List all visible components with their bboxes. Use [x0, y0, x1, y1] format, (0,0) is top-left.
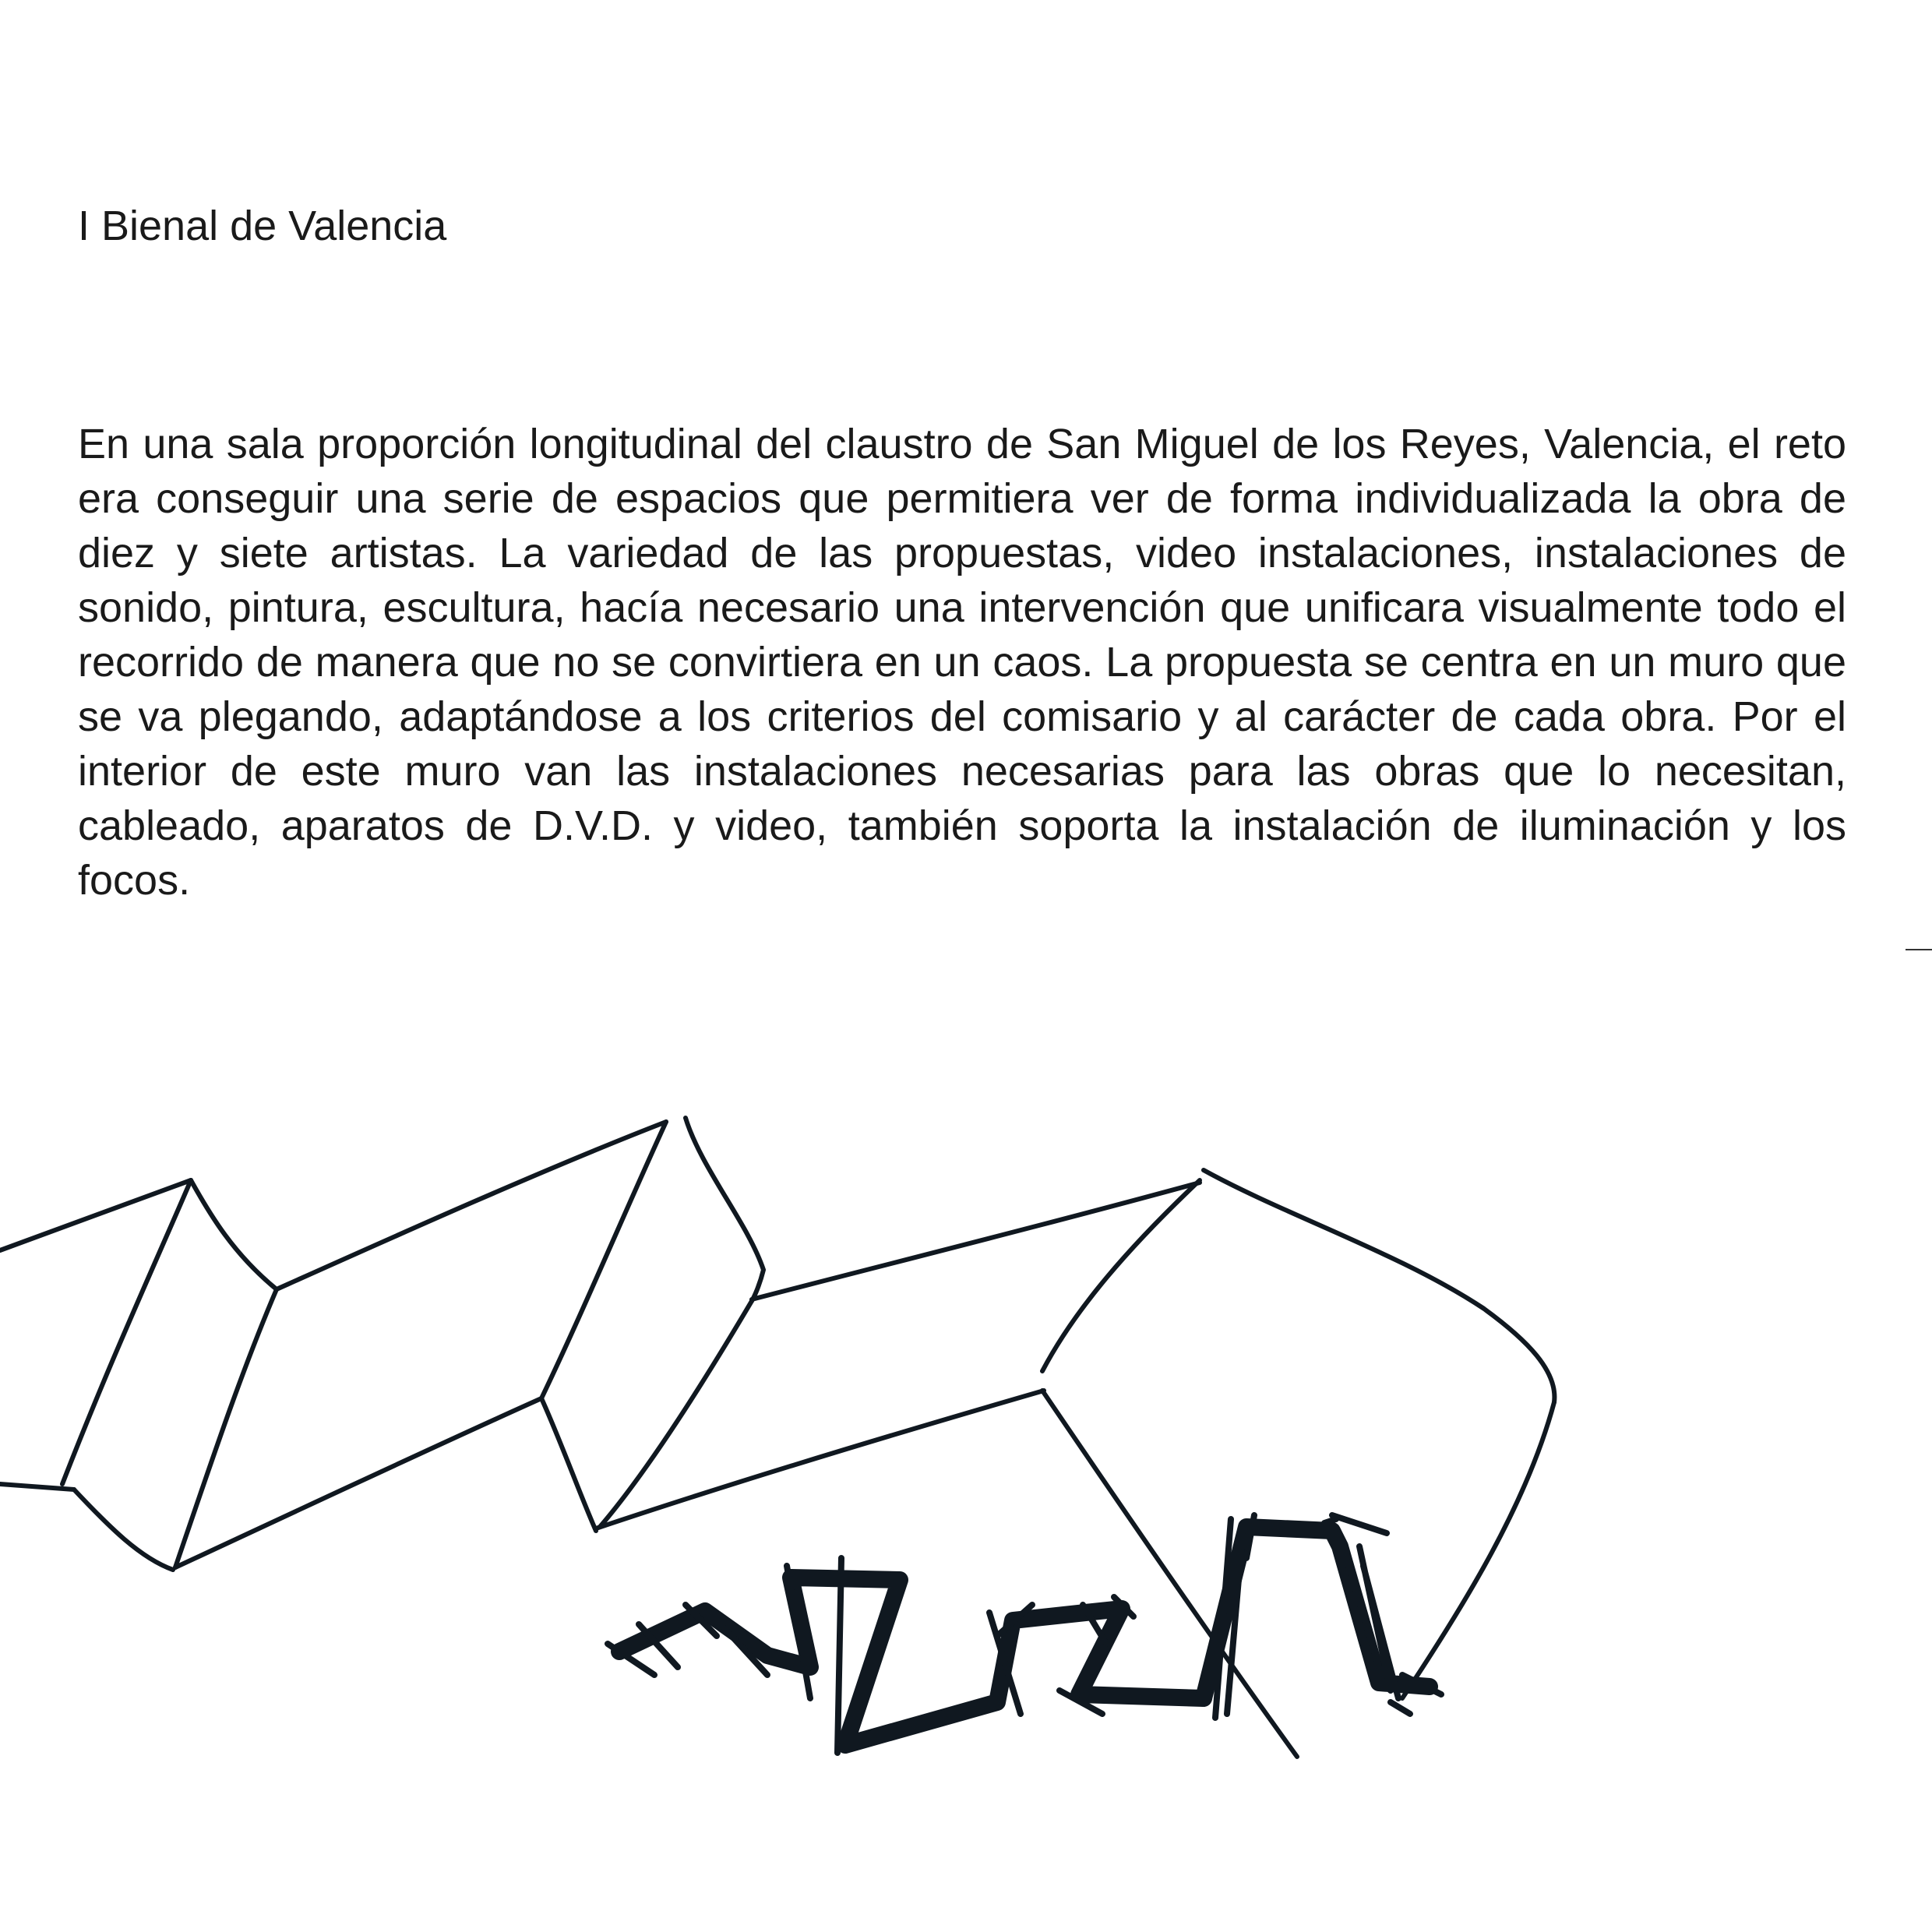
body-paragraph: En una sala proporción longitudinal del claustro de San Miguel de los Reyes, Valencia, el reto era conseguir una serie de espacios que permitiera ver de forma individualizada la obra de diez y siete artistas. La variedad de las propuestas, video instalaciones, instalaciones de sonido, pintura, escultura, hacía necesario una intervención que unificara visualmente todo el recorrido de manera que no se convirtiera en un caos. La propuesta se centra en un muro que se va plegando, adaptándose a los criterios del comisario y al carácter de cada obra. Por el interior de este muro van las instalaciones necesarias para las obras que lo necesitan, cableado, aparatos de D.V.D. y video, también soporta la instalación de iluminación y los focos.: [78, 421, 1846, 904]
wall-fold-5: [1042, 1180, 1200, 1371]
wall-left-top-edge: [0, 1180, 191, 1250]
wall-fold-3-side: [541, 1398, 596, 1531]
page-title: I Bienal de Valencia: [78, 203, 447, 249]
wall-fold-4: [600, 1301, 752, 1527]
wall-fold-1-top: [191, 1180, 277, 1289]
floor-plan-zigzag: [608, 1515, 1441, 1753]
wall-fold-2-base: [175, 1398, 541, 1567]
wall-fold-4-upper: [752, 1183, 1200, 1299]
wall-fold-4-base: [596, 1391, 1044, 1528]
wall-fold-1-base: [74, 1490, 173, 1570]
wall-fold-5-roof: [1204, 1170, 1554, 1402]
wall-fold-4-top: [686, 1118, 763, 1301]
wall-fold-5-side: [1402, 1402, 1554, 1698]
wall-fold-2-top: [277, 1122, 666, 1289]
wall-fold-1: [62, 1180, 191, 1484]
